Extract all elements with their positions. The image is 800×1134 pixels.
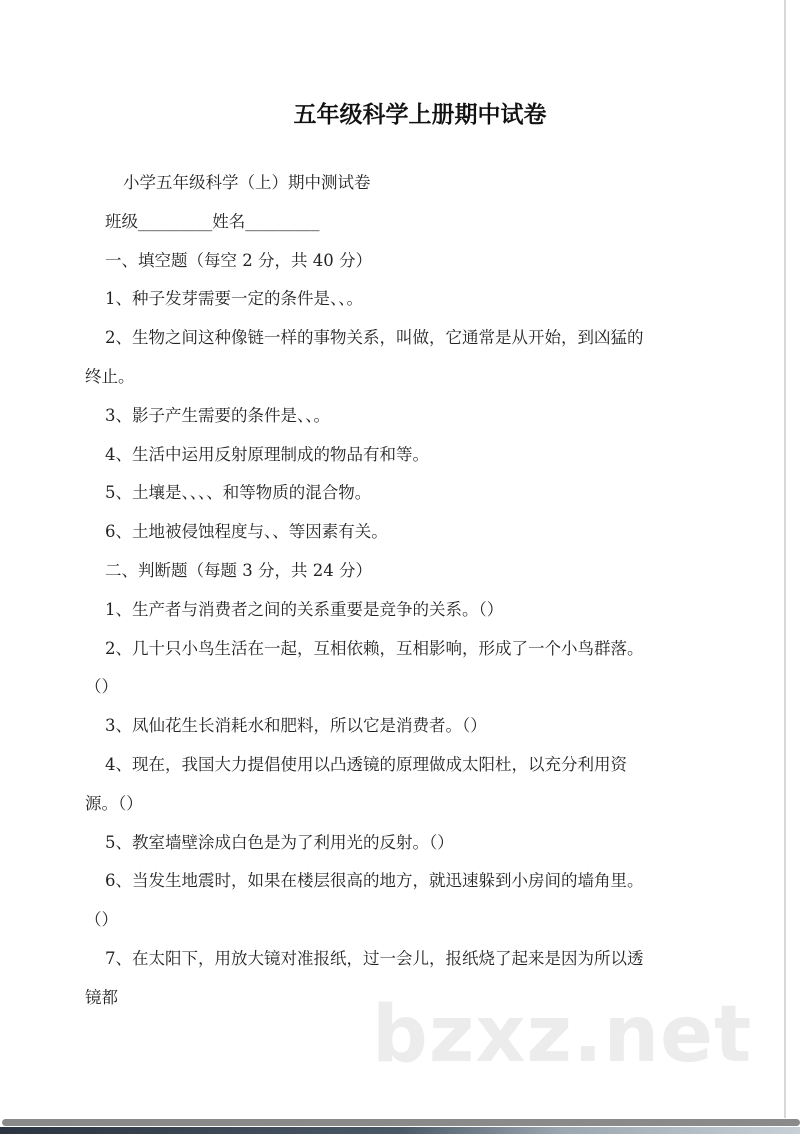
document-line: 6、土地被侵蚀程度与、、等因素有关。 bbox=[105, 522, 388, 542]
document-line: 6、当发生地震时，如果在楼层很高的地方，就迅速躲到小房间的墙角里。 bbox=[105, 871, 644, 891]
document-line: 2、生物之间这种像链一样的事物关系，叫做，它通常是从开始，到凶猛的 bbox=[105, 328, 644, 348]
document-line: 5、教室墙壁涂成白色是为了利用光的反射。（） bbox=[105, 832, 454, 852]
document-line: 1、生产者与消费者之间的关系重要是竞争的关系。（） bbox=[105, 599, 504, 619]
document-line: 3、凤仙花生长消耗水和肥料，所以它是消费者。（） bbox=[105, 716, 487, 736]
document-line: 镜都 bbox=[85, 987, 118, 1007]
document-title: 五年级科学上册期中试卷 bbox=[293, 102, 547, 128]
watermark: bzxz.net bbox=[372, 990, 753, 1080]
document-line: 7、在太阳下，用放大镜对准报纸，过一会儿，报纸烧了起来是因为所以透 bbox=[105, 949, 644, 968]
document-line: 小学五年级科学（上）期中测试卷 bbox=[123, 173, 371, 192]
document-line: 一、填空题（每空 2 分，共 40 分） bbox=[105, 250, 372, 270]
document-line: 3、影子产生需要的条件是、、。 bbox=[105, 405, 330, 425]
horizontal-scrollbar[interactable] bbox=[2, 1119, 800, 1126]
document-line: 4、现在，我国大力提倡使用以凸透镜的原理做成太阳杜，以充分利用资 bbox=[105, 755, 627, 774]
document-line: 2、几十只小鸟生活在一起，互相依赖，互相影响，形成了一个小鸟群落。 bbox=[105, 638, 644, 658]
document-line: （） bbox=[85, 910, 118, 930]
document-line: 终止。 bbox=[85, 367, 135, 386]
document-line: 二、判断题（每题 3 分，共 24 分） bbox=[105, 561, 372, 580]
document-line: 班级_________姓名_________ bbox=[105, 211, 320, 231]
document-line: 4、生活中运用反射原理制成的物品有和等。 bbox=[105, 444, 429, 464]
background-strip bbox=[0, 1127, 800, 1134]
document-line: （） bbox=[85, 677, 118, 697]
document-line: 5、土壤是、、、、和等物质的混合物。 bbox=[105, 483, 372, 503]
document-line: 1、种子发芽需要一定的条件是、、。 bbox=[105, 289, 363, 309]
document-line: 源。（） bbox=[85, 793, 143, 813]
